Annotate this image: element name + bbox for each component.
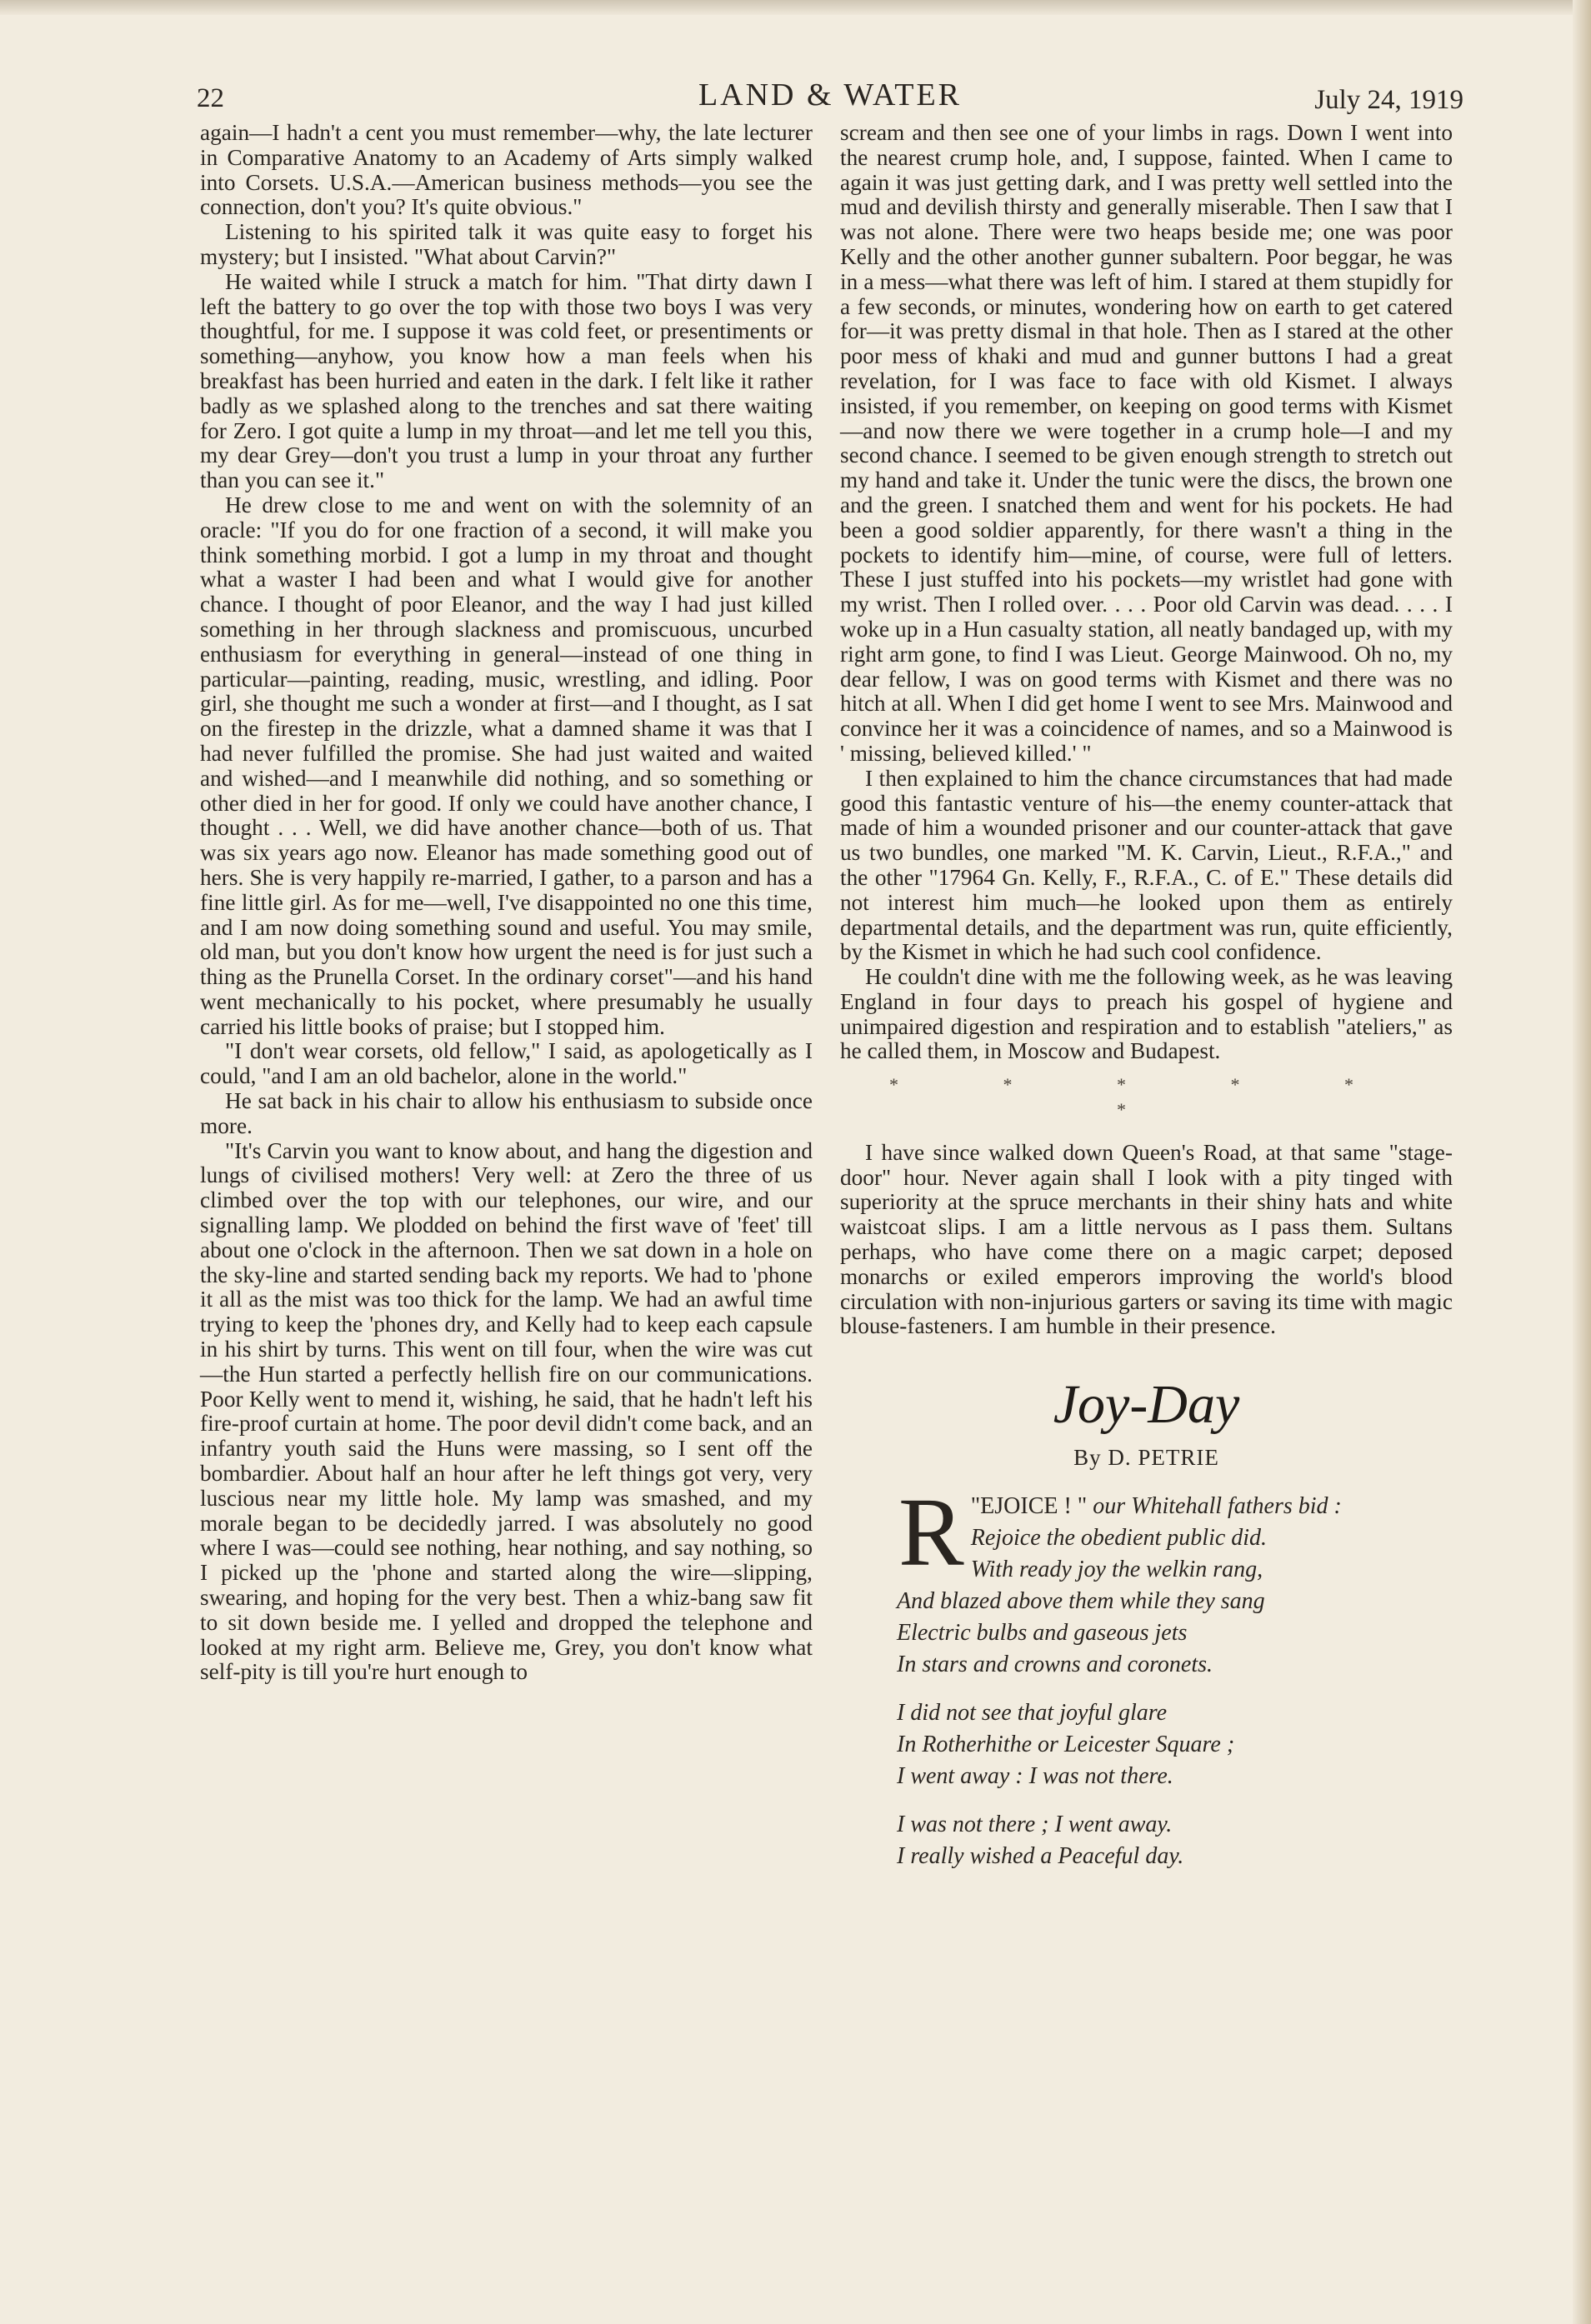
paragraph: He waited while I struck a match for him. "That dirty dawn I left the battery to go over the top with those two boys I was very thoughtful, for me. I suppose it was cold feet, or presentiments or something—anyhow, you know how a man feels when his breakfast has been hurried and eaten in the dark. I felt like it rather badly as we splashed along to the trenches and sat there waiting for Zero. I got quite a lump in my throat—and let me tell you this, my dear Grey—don't you trust a lump in your throat any further than you can see it." (200, 268, 813, 493)
left-column (200, 121, 813, 1685)
first-word: EJOICE ! " (980, 1493, 1088, 1520)
paragraph: He sat back in his chair to allow his enthusiasm to subside once more. (200, 1088, 813, 1138)
right-column (840, 121, 1453, 1889)
paragraph: Listening to his spirited talk it was quite easy to forget his mystery; but I insisted. "What about Carvin?" (200, 219, 813, 269)
poem-line: Rejoice the obedient public did. (970, 1525, 1268, 1552)
poem-line: our Whitehall fathers bid : (1093, 1493, 1342, 1520)
poem-line: In Rotherhithe or Leicester Square ; (897, 1732, 1235, 1758)
poem-line: I really wished a Peaceful day. (897, 1843, 1184, 1870)
poem-line: With ready joy the welkin rang, (970, 1557, 1263, 1583)
poem-line: Electric bulbs and gaseous jets (897, 1620, 1188, 1647)
paragraph: He drew close to me and went on with the solemnity of an oracle: "If you do for one fraction of a second, it will make you think something morbid. I got a lump in my throat and thought what a waster I had been and what I would give for another chance. I thought of poor Eleanor, and the way I had just killed something in her through slackness and promiscuous, uncurbed enthusiasm for everything in general—instead of one thing in particular—painting, reading, music, wrestling, and idling. Poor girl, she thought me such a wonder at first—and I thought, as I sat on the firestep in the drizzle, what a damned shame it was that I had never fulfilled the promise. She had just waited and waited and wished—and I meanwhile did nothing, and so something or other died in her for good. If only we could have another chance, I thought . . . Well, we did have another chance—both of us. That was six years ago now. Eleanor has made something good out of hers. She is very happily re-married, I gather, to a parson and has a fine little girl. As for me—well, I've disappointed no one this time, and I am now doing something sound and useful. You may smile, old man, but you don't know how urgent the need is for just such a thing as the Prunella Corset. In the ordinary corset"—and his hand went mechanically to his pocket, where presumably he usually carried his little books of praise; but I stopped him. (200, 492, 813, 1039)
page-number: 22 (197, 83, 224, 113)
poem-stanza (897, 1477, 1453, 1681)
issue-date: July 24, 1919 (1314, 85, 1463, 115)
poem-body (840, 1477, 1453, 1872)
paragraph: again—I hadn't a cent you must remember—why, the late lecturer in Comparative Anatomy to an Academy of Arts simply walked into Corsets. U.S.A.—American business methods—you see the connection, don't you? It's quite obvious." (200, 120, 813, 220)
poem-first-lines (897, 1477, 1453, 1587)
page-right-edge (1573, 0, 1591, 2324)
section-separator: * * * * * * (889, 1074, 1403, 1121)
paragraph: He couldn't dine with me the following week, as he was leaving England in four days to preach his gospel of hygiene and unimpaired digestion and respiration and to establish "ateliers," as he called them, in Moscow and Budapest. (840, 964, 1453, 1064)
publication-title: LAND & WATER (698, 77, 963, 112)
poem-stanza (897, 1809, 1453, 1872)
page-top-edge (0, 0, 1591, 15)
open-quote: " (970, 1493, 981, 1520)
poem-line: I was not there ; I went away. (897, 1812, 1173, 1838)
drop-cap: R (898, 1477, 964, 1587)
paragraph: I then explained to him the chance circumstances that had made good this fantastic venture of his—the enemy counter-attack that made of him a wounded prisoner and our counter-attack that gave us two bundles, one marked "M. K. Carvin, Lieut., R.F.A.," and the other "17964 Gn. Kelly, F., R.F.A., C. of E." These details did not interest him much—he looked upon them as entirely departmental details, and the department was run, quite efficiently, by the Kismet in which he had such cool confidence. (840, 765, 1453, 965)
poem-stanza (897, 1697, 1453, 1792)
paragraph: I have since walked down Queen's Road, at that same "stage-door" hour. Never again shall I look with a pity tinged with superiority at the spruce merchants in their shiny hats and white waistcoat slips. I am a little nervous as I pass them. Sultans perhaps, who have come there on a magic carpet; deposed monarchs or exiled emperors improving the world's blood circulation with non-injurious garters or saving its time with magic blouse-fasteners. I am humble in their presence. (840, 1139, 1453, 1339)
poem-line: I went away : I was not there. (897, 1763, 1173, 1790)
paragraph: scream and then see one of your limbs in rags. Down I went into the nearest crump hole, and, I suppose, fainted. When I came to again it was just getting dark, and I was pretty well settled into the mud and devilish thirsty and generally miserable. Then I saw that I was not alone. There were two heaps beside me; one was poor Kelly and the other another gunner subaltern. Poor beggar, he was in a mess—what there was left of him. I stared at them stupidly for a few seconds, or minutes, wondering how on earth to get catered for—it was pretty dismal in that hole. Then as I stared at the other poor mess of khaki and mud and gunner buttons I had a great revelation, for I was face to face with old Kismet. I always insisted, if you remember, on keeping on good terms with Kismet—and now there we were together in a crump hole—I and my second chance. I seemed to be given enough strength to stretch out my hand and take it. Under the tunic were the discs, the brown one and the green. I snatched them and went for his pockets. He had been a good soldier apparently, for there wasn't a thing in the pockets to identify him—mine, of course, were full of letters. These I just stuffed into his pockets—my wristlet had gone with my wrist. Then I rolled over. . . . Poor old Carvin was dead. . . . I woke up in a Hun casualty station, all neatly bandaged up, with my right arm gone, to find I was Lieut. George Mainwood. Oh no, my dear fellow, I was on good terms with Kismet and there was no hitch at all. When I did get home I went to see Mrs. Mainwood and convince her it was a coincidence of names, and so a Mainwood is ' missing, believed killed.' " (840, 120, 1453, 766)
poem-line: And blazed above them while they sang (897, 1588, 1265, 1615)
paragraph: "I don't wear corsets, old fellow," I said, as apologetically as I could, "and I am an old bachelor, alone in the world." (200, 1038, 813, 1089)
poem-title: Joy-Day (1053, 1374, 1240, 1436)
paragraph: "It's Carvin you want to know about, and hang the digestion and lungs of civilised mothers! Very well: at Zero the three of us climbed over the top with our telephones, our wire, and our signalling lamp. We plodded on behind the first wave of 'feet' till about one o'clock in the afternoon. Then we sat down in a hole on the sky-line and started sending back my reports. We had to 'phone it all as the mist was too thick for the lamp. We had an awful time trying to keep the 'phones dry, and Kelly had to keep each capsule in his shirt by turns. This went on till four, when the wire was cut—the Hun started a perfectly hellish fire on our communications. Poor Kelly went to mend it, wishing, he said, that he hadn't left his fire-proof curtain at home. The poor devil didn't come back, and an infantry youth said the Huns were massing, so I sent off the bombardier. About half an hour after he left things got very, very luscious near my little hole. My lamp was smashed, and my morale began to be decidedly jarred. I was absolutely no good where I was—could see nothing, hear nothing, and say nothing, so I picked up the 'phone and started along the wire—slipping, swearing, and hoping for the very best. Then a whiz-bang saw fit to sit down beside me. I yelled and dropped the telephone and looked at my right arm. Believe me, Grey, you don't know what self-pity is till you're hurt enough to (200, 1137, 813, 1685)
poem-byline: By D. PETRIE (1073, 1445, 1219, 1471)
poem-line: I did not see that joyful glare (897, 1700, 1168, 1727)
running-header (197, 77, 1463, 127)
poem-line: In stars and crowns and coronets. (897, 1652, 1213, 1678)
